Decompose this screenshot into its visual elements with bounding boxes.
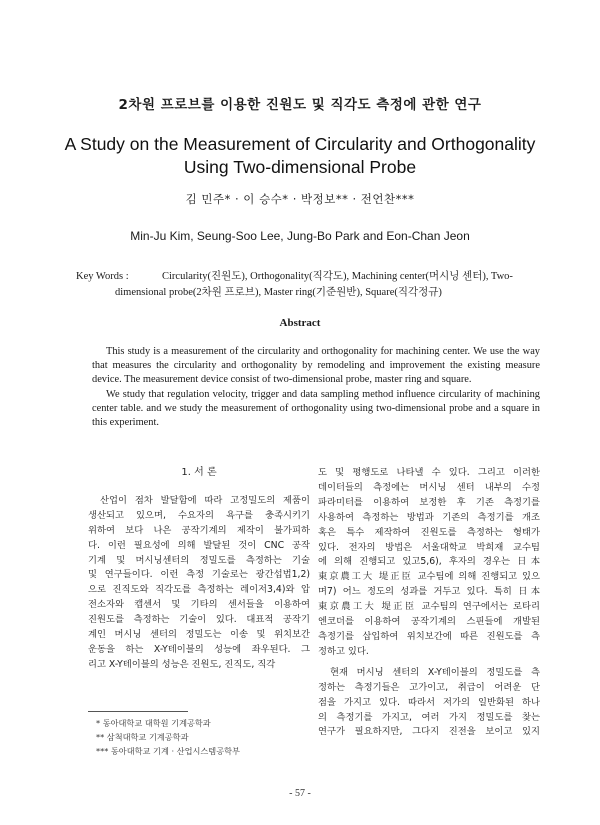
- korean-authors: 김 민주* · 이 승수* · 박정보** · 전언찬***: [185, 192, 415, 206]
- text-line: 현재 머시닝 센터의 X-Y테이블의 정밀도를 측: [330, 666, 540, 678]
- text-line: 며7) 어느 정도의 성과를 거두고 있다. 특히 日本: [318, 586, 540, 598]
- text-line: 도 및 평행도로 나타낼 수 있다. 그리고 이러한: [318, 467, 540, 478]
- text-line: 東京農工大 堤正臣 교수팀에 의해 진행되고 있으: [318, 571, 540, 583]
- keywords-line-2: dimensional probe(2차원 프로브), Master ring(기준원반), Square(직각정규): [115, 287, 442, 298]
- left-column-text: [88, 494, 310, 673]
- section-heading: 1. 서 론: [181, 467, 217, 478]
- text-line: 위하여 보다 나은 공작기계의 제작이 불가피하: [88, 524, 310, 536]
- footnote: * 동아대학교 대학원 기계공학과: [96, 718, 211, 728]
- footnote-divider: [88, 711, 188, 712]
- text-line: 의 측정기를 가지고, 여러 가지 정밀도를 찾는: [318, 711, 540, 723]
- text-line: 사용하여 측정하는 방법과 기존의 측정기를 개조: [318, 511, 540, 523]
- korean-title: 2차원 프로브를 이용한 진원도 및 직각도 측정에 관한 연구: [118, 97, 482, 113]
- text-line: 혹은 특수 제작하여 진원도를 측정하는 형태가: [318, 526, 540, 538]
- text-line: 연구가 필요하지만, 그다지 진전을 보이고 있지: [318, 726, 540, 738]
- left-column: [88, 466, 310, 673]
- text-line: 진원도를 측정하는 기술이 있다. 대표적 공작기: [88, 614, 310, 626]
- abstract-paragraph-2: We study that regulation velocity, trigger and data sampling method influence circularity of machining center table. and we study the measurement of orthogonality using two-dimensional probe and a square in this experiment.: [92, 388, 540, 429]
- keywords-label: Key Words :: [76, 271, 129, 282]
- footnote: ** 삼척대학교 기계공학과: [96, 732, 189, 742]
- text-line: 기계 및 머시닝센터의 정밀도를 측정하는 기술: [88, 554, 310, 566]
- abstract-body: [92, 345, 540, 430]
- right-column: [318, 466, 540, 740]
- text-line: 다. 이런 필요성에 의해 발달된 것이 CNC 공작: [88, 539, 310, 551]
- english-title: A Study on the Measurement of Circularity and Orthogonality Using Two-dimensional Probe: [64, 134, 536, 177]
- text-line: 東京農工大 堤正臣 교수팀의 연구에서는 로타리: [318, 601, 540, 613]
- page-number: - 57 -: [289, 788, 311, 799]
- abstract-paragraph-1: This study is a measurement of the circularity and orthogonality for machining center. We use the way that measures the circularity and orthogonality by remodeling and improvement the existing measure device. The measurement device consist of two-dimensional probe, master ring and square.: [92, 346, 540, 386]
- text-line: 전소자와 캡센서 및 기타의 센서들을 이용하여: [88, 599, 310, 611]
- text-line: 생산되고 있으며, 수요자의 욕구를 충족시키기: [88, 509, 310, 521]
- text-line: 있다. 전자의 방법은 서울대학교 박희재 교수팀: [318, 541, 540, 553]
- keywords: [76, 269, 546, 301]
- text-line: 정하는 측정기들은 고가이고, 취급이 어려운 단: [318, 681, 540, 693]
- footnote: *** 동아대학교 기계 · 산업시스템공학부: [96, 746, 240, 756]
- footnotes: [96, 716, 306, 758]
- text-line: 에 의해 진행되고 있고5,6), 후자의 경우는 日本: [318, 556, 540, 568]
- text-line: 엔코더를 이용하여 공작기계의 스핀들에 개발된: [318, 616, 540, 628]
- text-line: 으로 진직도와 직각도를 측정하는 레이저3,4)와 압: [88, 584, 310, 596]
- text-line: 파라미터를 이용하여 보정한 후 기존 측정기를: [318, 496, 540, 508]
- right-column-text: [318, 466, 540, 660]
- text-line: 측정기를 삽입하여 위치보간에 따른 진원도를 측: [318, 630, 540, 642]
- text-line: 및 연구들이다. 이런 측정 기술로는 광간섭법1,2): [88, 569, 310, 581]
- text-line: 계인 머시닝 센터의 정밀도는 이송 및 위치보간: [88, 629, 310, 641]
- keywords-line-1: Circularity(진원도), Orthogonality(직각도), Machining center(머시닝 센터), Two-: [162, 271, 513, 282]
- text-line: 산업이 점차 발달함에 따라 고정밀도의 제품이: [100, 494, 310, 506]
- text-line: 데이터들의 측정에는 머시닝 센터 내부의 수정: [318, 481, 540, 493]
- right-column-text-2: [318, 666, 540, 741]
- text-line: 점을 가지고 있다. 따라서 저가의 일반화된 하나: [318, 696, 540, 708]
- english-authors: Min-Ju Kim, Seung-Soo Lee, Jung-Bo Park and Eon-Chan Jeon: [130, 229, 470, 243]
- abstract-heading: Abstract: [279, 317, 321, 329]
- text-line: 리고 X-Y테이블의 성능은 진원도, 진직도, 직각: [88, 658, 276, 670]
- text-line: 정하고 있다.: [318, 645, 369, 657]
- text-line: 운동을 하는 X-Y테이블의 성능에 좌우된다. 그: [88, 643, 310, 655]
